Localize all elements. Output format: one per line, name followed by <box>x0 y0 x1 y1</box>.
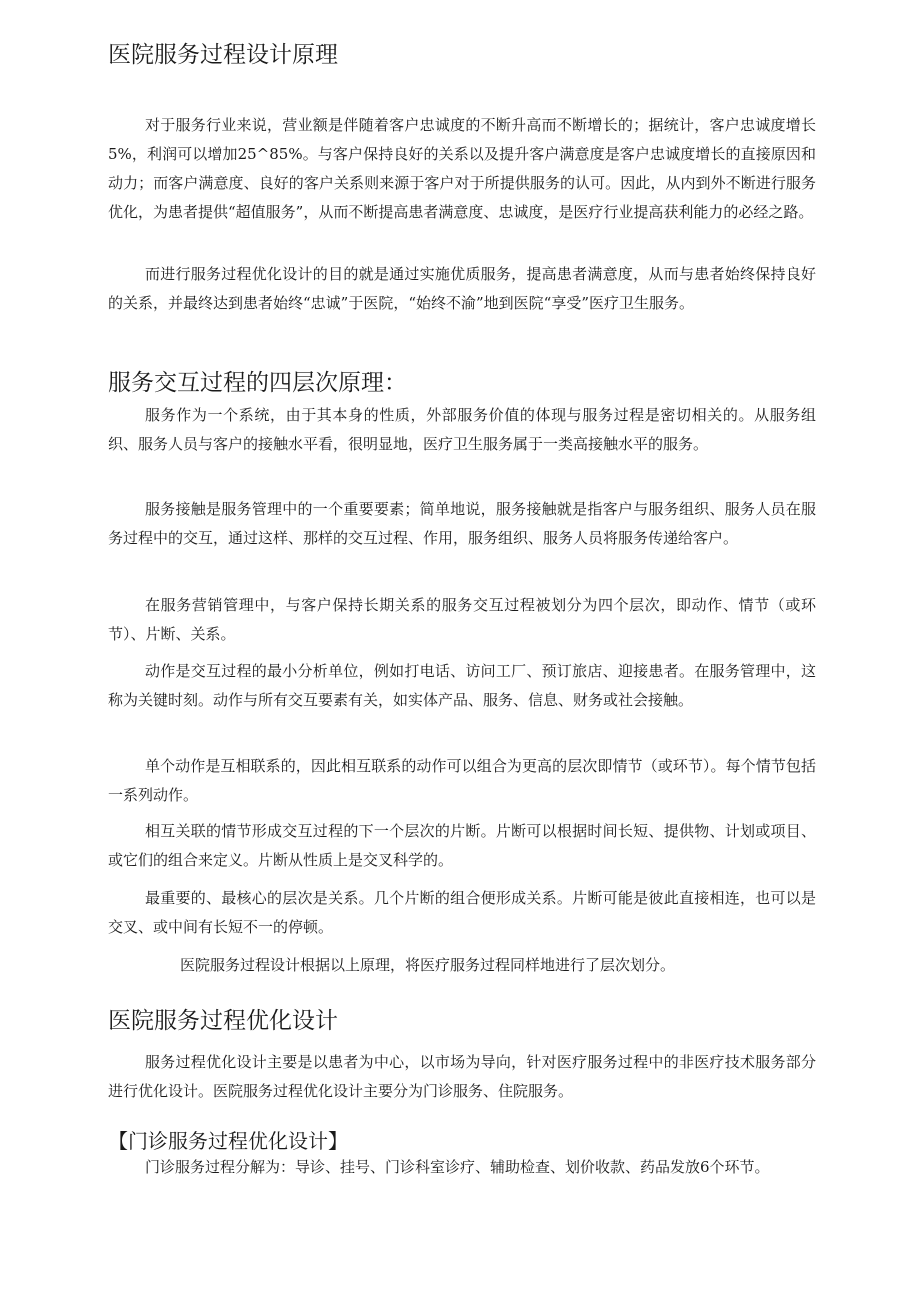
paragraph: 服务作为一个系统，由于其本身的性质，外部服务价值的体现与服务过程是密切相关的。从服务组织、服务人员与客户的接触水平看，很明显地，医疗卫生服务属于一类高接触水平的服务。 <box>108 406 816 453</box>
subsection-title-outpatient: 【门诊服务过程优化设计】 <box>108 1129 348 1153</box>
paragraph: 最重要的、最核心的层次是关系。几个片断的组合便形成关系。片断可能是彼此直接相连，也可以是交叉、或中间有长短不一的停顿。 <box>108 889 816 936</box>
paragraph: 对于服务行业来说，营业额是伴随着客户忠诚度的不断升高而不断增长的；据统计，客户忠诚度增长5%，利润可以增加25^85%。与客户保持良好的关系以及提升客户满意度是客户忠诚度增长的直接原因和动力；而客户满意度、良好的客户关系则来源于客户对于所提供服务的认可。因此，从内到外不断进行服务优化，为患者提供“超值服务”，从而不断提高患者满意度、忠诚度，是医疗行业提高获利能力的必经之路。 <box>108 116 816 221</box>
section-title-design-principle: 医院服务过程设计原理 <box>108 42 338 68</box>
section-title-optimization: 医院服务过程优化设计 <box>108 1008 338 1034</box>
paragraph: 服务接触是服务管理中的一个重要要素；简单地说，服务接触就是指客户与服务组织、服务人员在服务过程中的交互，通过这样、那样的交互过程、作用，服务组织、服务人员将服务传递给客户。 <box>108 500 816 547</box>
paragraph: 门诊服务过程分解为：导诊、挂号、门诊科室诊疗、辅助检查、划价收款、药品发放6个环节。 <box>145 1158 770 1176</box>
paragraph: 而进行服务过程优化设计的目的就是通过实施优质服务，提高患者满意度，从而与患者始终保持良好的关系，并最终达到患者始终“忠诚”于医院，“始终不渝”地到医院“享受”医疗卫生服务。 <box>108 265 816 312</box>
paragraph: 动作是交互过程的最小分析单位，例如打电话、访问工厂、预订旅店、迎接患者。在服务管理中，这称为关键时刻。动作与所有交互要素有关，如实体产品、服务、信息、财务或社会接触。 <box>108 662 816 709</box>
section-title-four-levels: 服务交互过程的四层次原理： <box>108 370 407 396</box>
paragraph: 医院服务过程设计根据以上原理，将医疗服务过程同样地进行了层次划分。 <box>180 956 676 974</box>
paragraph: 相互关联的情节形成交互过程的下一个层次的片断。片断可以根据时间长短、提供物、计划或项目、或它们的组合来定义。片断从性质上是交叉科学的。 <box>108 822 816 869</box>
paragraph: 在服务营销管理中，与客户保持长期关系的服务交互过程被划分为四个层次，即动作、情节（或环节）、片断、关系。 <box>108 596 816 643</box>
paragraph: 服务过程优化设计主要是以患者为中心，以市场为导向，针对医疗服务过程中的非医疗技术服务部分进行优化设计。医院服务过程优化设计主要分为门诊服务、住院服务。 <box>108 1053 816 1100</box>
paragraph: 单个动作是互相联系的，因此相互联系的动作可以组合为更高的层次即情节（或环节）。每个情节包括一系列动作。 <box>108 757 816 804</box>
